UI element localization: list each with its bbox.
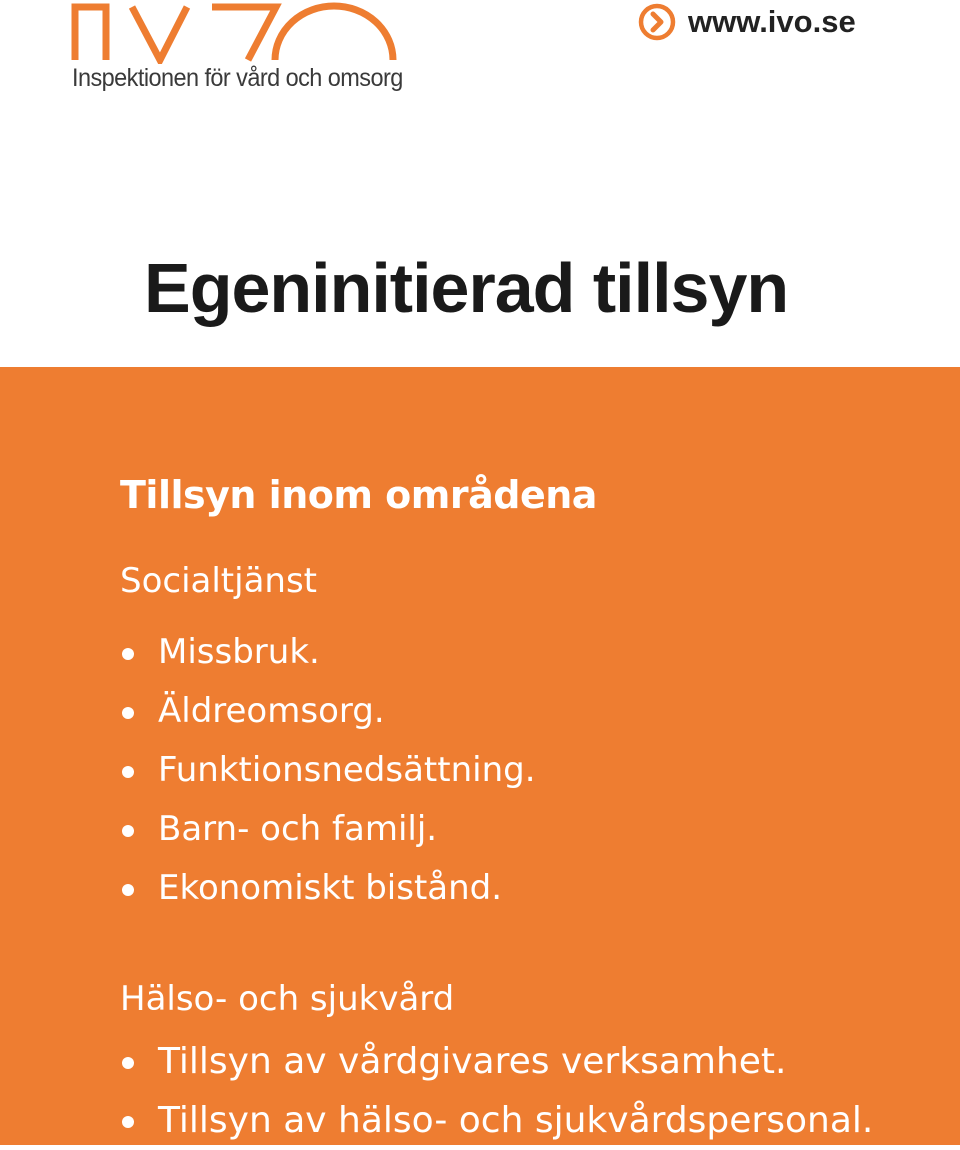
panel-heading: Tillsyn inom områdena	[120, 473, 597, 517]
bullet-icon	[122, 825, 134, 837]
logo-text: Inspektionen för vård och omsorg	[72, 64, 403, 92]
info-panel	[0, 367, 960, 1145]
bullet-icon	[122, 1116, 134, 1128]
section-label-halso-och-sjukvard: Hälso- och sjukvård	[120, 979, 455, 1019]
list-item: Missbruk.	[120, 623, 536, 682]
header	[0, 0, 960, 367]
bullet-icon	[122, 1057, 134, 1069]
ivo-logo	[70, 2, 403, 98]
bullet-icon	[122, 884, 134, 896]
bullet-icon	[122, 648, 134, 660]
website-link[interactable]	[638, 2, 856, 42]
bullet-icon	[122, 766, 134, 778]
website-url[interactable]: www.ivo.se	[688, 4, 856, 39]
halso-och-sjukvard-list	[120, 1032, 873, 1150]
list-item: Ekonomiskt bistånd.	[120, 859, 536, 918]
list-item: Funktionsnedsättning.	[120, 741, 536, 800]
section-label-socialtjanst: Socialtjänst	[120, 561, 318, 601]
socialtjanst-list	[120, 623, 536, 918]
bullet-icon	[122, 707, 134, 719]
page-title: Egeninitierad tillsyn	[144, 249, 789, 327]
list-item: Äldreomsorg.	[120, 682, 536, 741]
list-item: Barn- och familj.	[120, 800, 536, 859]
chevron-right-circle-icon	[638, 3, 676, 41]
list-item: Tillsyn av vårdgivares verksamhet.	[120, 1032, 873, 1091]
list-item: Tillsyn av hälso- och sjukvårdspersonal.	[120, 1091, 873, 1150]
ivo-logo-mark	[70, 2, 400, 64]
